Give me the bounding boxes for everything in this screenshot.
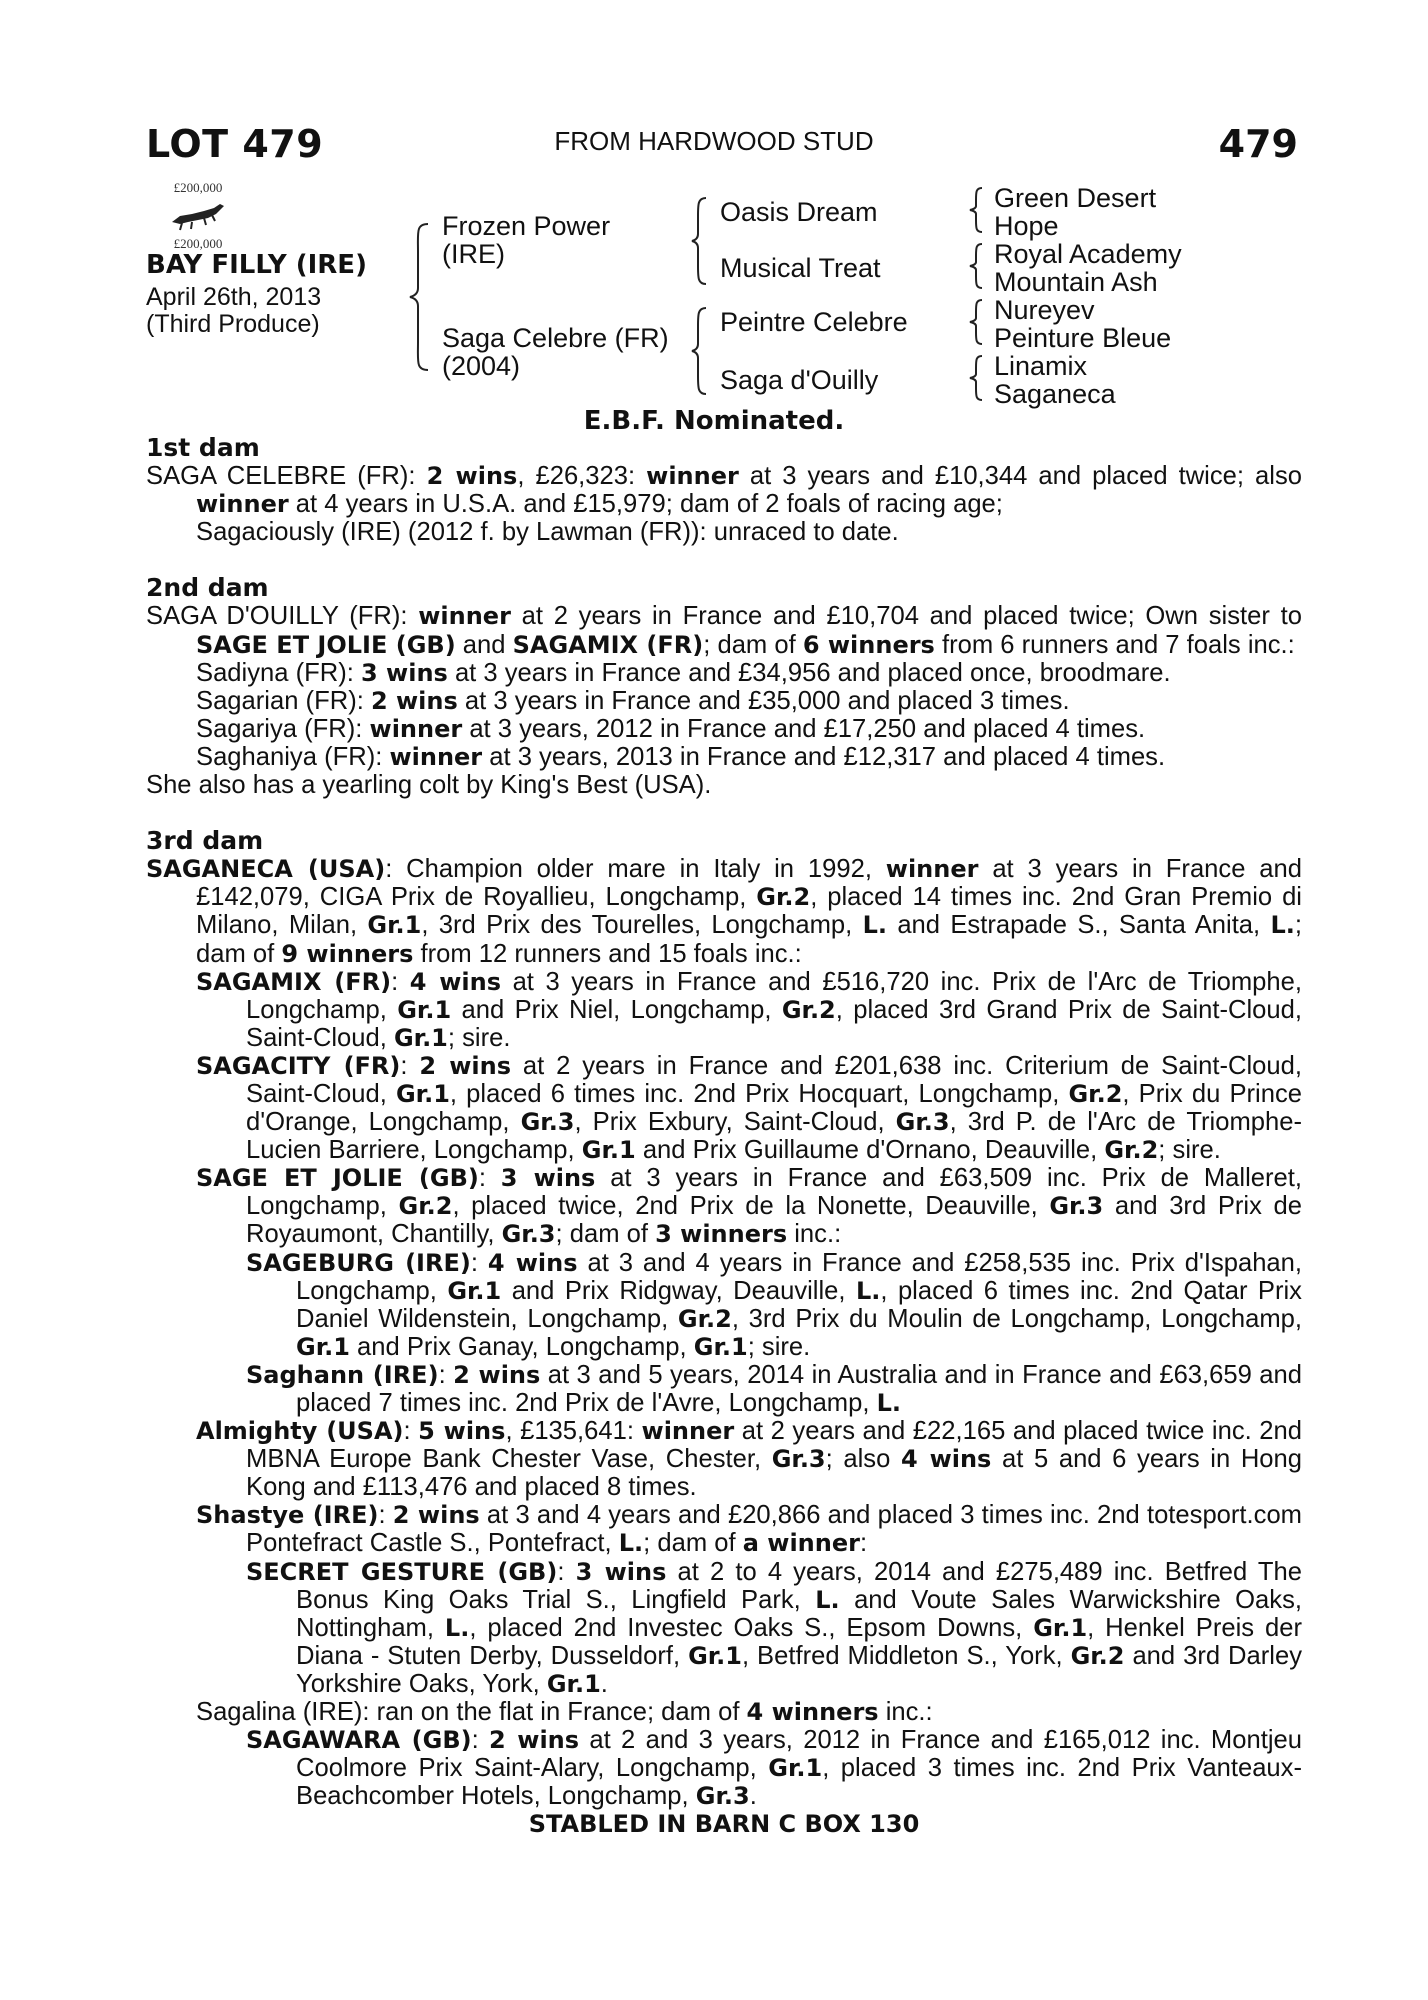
produce-line: Saghann (IRE): 2 wins at 3 and 5 years, 2014 in Australia and in France and £63,659 and placed 7 times inc. 2nd Prix de l'Avre, Longchamp, L. [246,1360,1302,1417]
produce-line: Shastye (IRE): 2 wins at 3 and 4 years and £20,866 and placed 3 times inc. 2nd totesport.com Pontefract Castle S., Pontefract, L.; dam of a winner: [196,1501,1303,1558]
dam-year: (2004) [442,351,521,381]
consignor: FROM HARDWOOD STUD [554,126,874,156]
produce-line: SAGEBURG (IRE): 4 wins at 3 and 4 years in France and £258,535 inc. Prix d'Ispahan, Longchamp, Gr.1 and Prix Ridgway, Deauville, L., placed 6 times inc. 2nd Qatar Prix Daniel Wildenstein, Longchamp, Gr.2, 3rd Prix du Moulin de Longchamp, Longchamp, Gr.1 and Prix Ganay, Longchamp, Gr.1; sire. [246,1248,1303,1361]
produce-line: Sagalina (IRE): ran on the flat in France; dam of 4 winners inc.: [196,1698,933,1727]
gen3-3: Royal Academy [994,239,1182,269]
lot-number-right: 479 [1218,122,1298,166]
stamp-bottom-text: £200,000 [173,236,223,251]
produce-line: SAGAMIX (FR): 4 wins at 3 years in France and £516,720 inc. Prix de l'Arc de Triomphe, Longchamp, Gr.1 and Prix Niel, Longchamp, Gr.2, placed 3rd Grand Prix de Saint-Cloud, Saint-Cloud, Gr.1; sire. [196,967,1302,1052]
gen3-1: Green Desert [994,183,1157,213]
sire-line-brace-icon [690,196,710,286]
produce-line: SAGAWARA (GB): 2 wins at 2 and 3 years, 2012 in France and £165,012 inc. Montjeu Coolmore Prix Saint-Alary, Longchamp, Gr.1, placed 3 times inc. 2nd Prix Vanteaux-Beachcomber Hotels, Longchamp, Gr.3. [246,1726,1302,1811]
gen3-7: Linamix [994,351,1088,381]
second-dam-entry: SAGA D'OUILLY (FR): winner at 2 years in France and £10,704 and placed twice; Own sister to SAGE ET JOLIE (GB) and SAGAMIX (FR); dam of 6 winners from 6 runners and 7 foals inc.: [146,602,1302,659]
produce-line: Saghaniya (FR): winner at 3 years, 2013 in France and £12,317 and placed 4 times. [196,742,1166,771]
gen3-6: Peinture Bleue [994,323,1172,353]
produce-line: SECRET GESTURE (GB): 3 wins at 2 to 4 years, 2014 and £275,489 inc. Betfred The Bonus King Oaks Trial S., Lingfield Park, L. and Voute Sales Warwickshire Oaks, Nottingham, L., placed 2nd Investec Oaks S., Epsom Downs, Gr.1, Henkel Preis der Diana - Stuten Derby, Dusseldorf, Gr.1, Betfred Middleton S., York, Gr.2 and 3rd Darley Yorkshire Oaks, York, Gr.1. [246,1557,1302,1698]
sire-name: Frozen Power [442,211,611,241]
gen2-dam-sire: Peintre Celebre [720,307,908,337]
dam-name: Saga Celebre (FR) [442,323,669,353]
third-dam-heading: 3rd dam [146,826,264,856]
foaling-date: April 26th, 2013 [146,283,322,311]
gen2-dam-dam: Saga d'Ouilly [720,365,879,395]
gen2-sire-sire: Oasis Dream [720,197,878,227]
gen3-brace-1-icon [968,186,986,234]
gen3-4: Mountain Ash [994,267,1158,297]
gen2-sire-dam: Musical Treat [720,253,881,283]
stabling-info: STABLED IN BARN C BOX 130 [528,1810,920,1839]
dam-name: SAGA CELEBRE (FR) [146,462,409,491]
gen3-brace-3-icon [968,298,986,346]
first-dam-produce: Sagaciously (IRE) (2012 f. by Lawman (FR)): unraced to date. [196,518,899,547]
produce-note: (Third Produce) [146,310,320,338]
produce-line: Sagariya (FR): winner at 3 years, 2012 in France and £17,250 and placed 4 times. [196,714,1146,743]
reserve-stamp [158,178,238,258]
dam-line-brace-icon [690,306,710,396]
produce-line: SAGE ET JOLIE (GB): 3 wins at 3 years in France and £63,509 inc. Prix de Malleret, Longchamp, Gr.2, placed twice, 2nd Prix de la Nonette, Deauville, Gr.3 and 3rd Prix de Royaumont, Chantilly, Gr.3; dam of 3 winners inc.: [196,1164,1303,1249]
first-dam-heading: 1st dam [146,433,260,462]
produce-line: Sagarian (FR): 2 wins at 3 years in France and £35,000 and placed 3 times. [196,686,1070,715]
ebf-nominated: E.B.F. Nominated. [583,406,845,436]
first-dam-entry: SAGA CELEBRE (FR): 2 wins, £26,323: winner at 3 years and £10,344 and placed twice; also winner at 4 years in U.S.A. and £15,979; dam of 2 foals of racing age; [146,462,1302,519]
yearling-note: She also has a yearling colt by King's Best (USA). [146,771,712,800]
stamp-top-text: £200,000 [173,180,223,195]
sire-origin: (IRE) [442,239,505,269]
gen3-brace-2-icon [968,242,986,290]
third-dam-entry: SAGANECA (USA): Champion older mare in Italy in 1992, winner at 3 years in France and £142,079, CIGA Prix de Royallieu, Longchamp, Gr.2, placed 14 times inc. 2nd Gran Premio di Milano, Milan, Gr.1, 3rd Prix des Tourelles, Longchamp, L. and Estrapade S., Santa Anita, L.; dam of 9 winners from 12 runners and 15 foals inc.: [146,855,1303,968]
lot-number: LOT 479 [146,122,324,166]
gen3-8: Saganeca [994,379,1116,409]
produce-line: Almighty (USA): 5 wins, £135,641: winner at 2 years and £22,165 and placed twice inc. 2nd MBNA Europe Bank Chester Vase, Chester, Gr.3; also 4 wins at 5 and 6 years in Hong Kong and £113,476 and placed 8 times. [196,1417,1303,1502]
horse-title: BAY FILLY (IRE) [146,250,367,280]
second-dam-heading: 2nd dam [146,573,269,603]
produce-line: SAGACITY (FR): 2 wins at 2 years in France and £201,638 inc. Criterium de Saint-Cloud, Saint-Cloud, Gr.1, placed 6 times inc. 2nd Prix Hocquart, Longchamp, Gr.2, Prix du Prince d'Orange, Longchamp, Gr.3, Prix Exbury, Saint-Cloud, Gr.3, 3rd P. de l'Arc de Triomphe-Lucien Barriere, Longchamp, Gr.1 and Prix Guillaume d'Ornano, Deauville, Gr.2; sire. [196,1051,1303,1165]
gen3-brace-4-icon [968,354,986,402]
gen3-5: Nureyev [994,295,1095,325]
sire-dam-brace-icon [408,222,434,372]
produce-line: Sadiyna (FR): 3 wins at 3 years in France and £34,956 and placed once, broodmare. [196,658,1171,687]
gen3-2: Hope [994,211,1059,241]
catalogue-body [146,434,1302,1839]
